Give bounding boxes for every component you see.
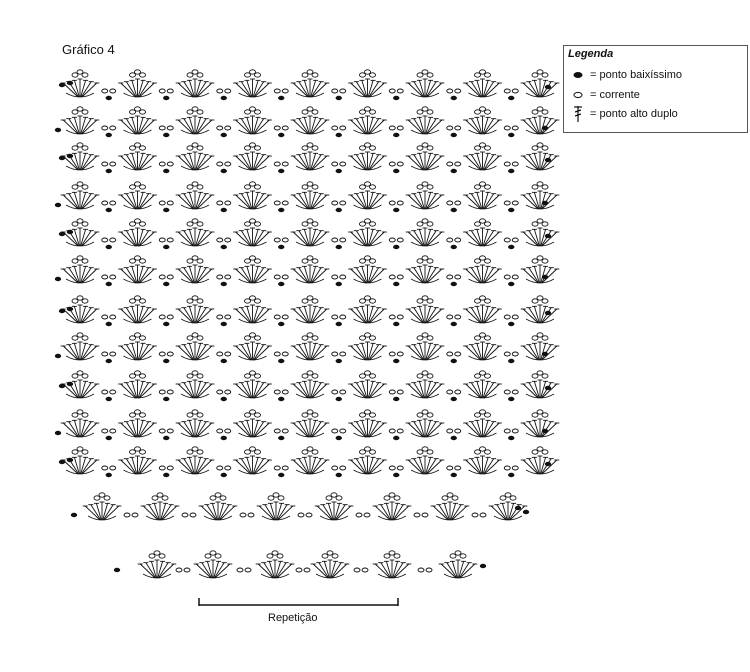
stitch-rows: [55, 70, 560, 578]
stitch-row: [59, 219, 560, 249]
legend-label: = corrente: [590, 89, 640, 101]
legend-item-ponto-baixissimo: [570, 67, 682, 83]
stitch-row: [59, 447, 560, 477]
legend-item-corrente: [570, 87, 640, 103]
stitch-row: [59, 371, 560, 401]
stitch-row: [55, 107, 560, 137]
legend-label: = ponto alto duplo: [590, 108, 678, 120]
filled-oval-icon: [570, 67, 586, 83]
stitch-row: [55, 333, 560, 363]
legend-label: = ponto baixíssimo: [590, 69, 683, 81]
stitch-row: [55, 410, 560, 440]
stitch-row: [59, 296, 560, 326]
stitch-row: [55, 256, 560, 286]
legend-item-ponto-alto-duplo: [570, 106, 678, 122]
legend-title: Legenda: [568, 48, 614, 60]
stitch-row: [59, 143, 560, 173]
stitch-row: [59, 70, 560, 100]
stitch-row: [114, 551, 486, 578]
double-treble-icon: [570, 106, 586, 122]
legend-box: [563, 45, 748, 133]
stitch-row: [55, 182, 560, 212]
stitch-row: [71, 493, 529, 520]
chart-title: Gráfico 4: [62, 42, 115, 57]
repeat-label: Repetição: [268, 612, 318, 624]
repeat-bracket: [199, 598, 398, 606]
open-oval-icon: [570, 87, 586, 103]
